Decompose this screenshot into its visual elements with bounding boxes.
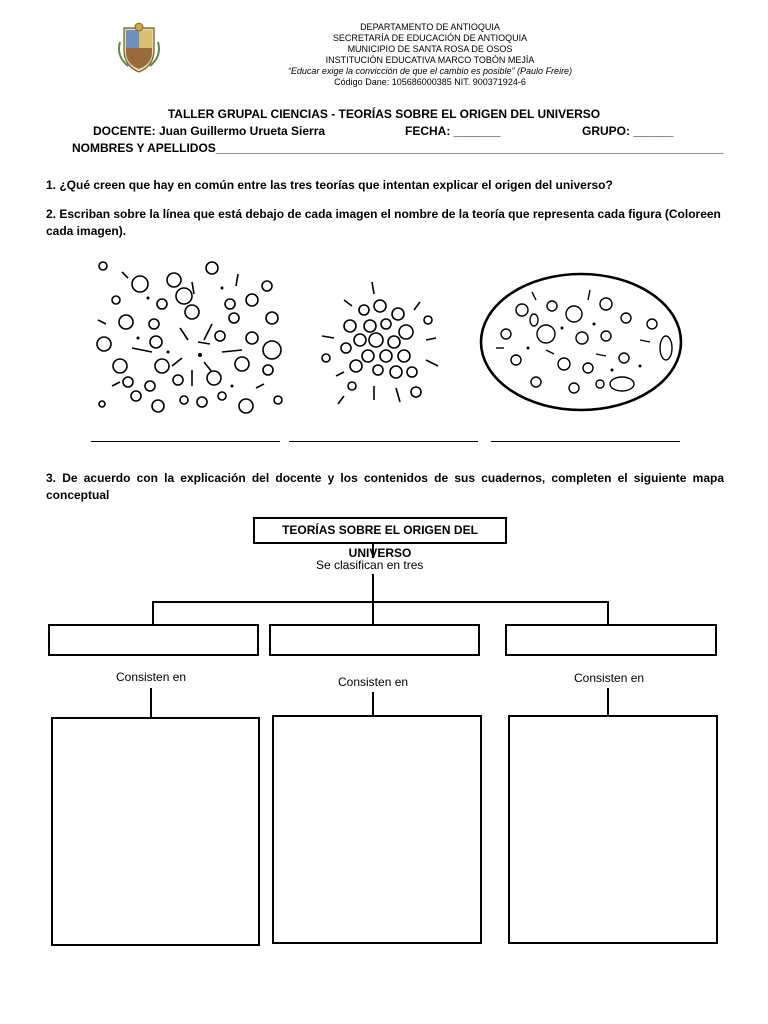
consist-label-3: Consisten en	[574, 671, 645, 685]
concept-map-root: TEORÍAS SOBRE EL ORIGEN DEL UNIVERSO	[253, 517, 507, 544]
header-codes: Código Dane: 105686000385 NIT. 900371924-6	[334, 77, 526, 87]
theory-name-box-2[interactable]	[269, 624, 480, 656]
names-field[interactable]: NOMBRES Y APELLIDOS____________________________________________________________________________	[72, 141, 724, 155]
group-field[interactable]: GRUPO: ______	[582, 124, 674, 138]
answer-line-2[interactable]	[289, 441, 478, 442]
question-3: 3. De acuerdo con la explicación del docente y los contenidos de sus cuadernos, completen el siguiente mapa conceptual	[46, 471, 724, 502]
description-box-3[interactable]	[508, 715, 718, 944]
teacher-name: DOCENTE: Juan Guillermo Urueta Sierra	[93, 124, 326, 138]
header-institution: INSTITUCIÓN EDUCATIVA MARCO TOBÓN MEJÍA	[325, 55, 535, 65]
cluster-illustration	[316, 276, 440, 410]
header-motto: “Educar exige la convicción de que el cambio es posible” (Paulo Freire)	[287, 66, 573, 76]
connector	[607, 601, 609, 625]
question-2: 2. Escriban sobre la línea que está debajo de cada imagen el nombre de la teoría que representa cada figura (Coloreen cada imagen).	[46, 207, 721, 238]
connector	[372, 601, 374, 625]
header-department: DEPARTAMENTO DE ANTIOQUIA	[360, 22, 500, 32]
question-1: 1. ¿Qué creen que hay en común entre las tres teorías que intentan explicar el origen del universo?	[46, 178, 613, 192]
page-title: TALLER GRUPAL CIENCIAS - TEORÍAS SOBRE EL ORIGEN DEL UNIVERSO	[167, 107, 601, 121]
description-box-1[interactable]	[51, 717, 260, 946]
big-bang-illustration	[92, 258, 288, 418]
consist-label-1: Consisten en	[116, 670, 187, 684]
connector	[150, 688, 152, 718]
connector	[152, 601, 154, 625]
header-block	[230, 22, 630, 88]
header-secretariat: SECRETARÍA DE EDUCACIÓN DE ANTIOQUIA	[332, 33, 528, 43]
description-box-2[interactable]	[272, 715, 482, 944]
connector	[372, 574, 374, 602]
classify-label: Se clasifican en tres	[316, 558, 424, 572]
connector	[372, 692, 374, 716]
ellipse-universe-illustration	[476, 262, 686, 414]
consist-label-2: Consisten en	[338, 675, 409, 689]
school-crest-logo	[118, 22, 160, 74]
theory-name-box-3[interactable]	[505, 624, 717, 656]
connector	[607, 688, 609, 716]
connector	[152, 601, 609, 603]
theory-name-box-1[interactable]	[48, 624, 259, 656]
answer-line-1[interactable]	[91, 441, 280, 442]
connector	[372, 544, 374, 558]
header-municipality: MUNICIPIO DE SANTA ROSA DE OSOS	[347, 44, 513, 54]
date-field[interactable]: FECHA: _______	[405, 124, 501, 138]
answer-line-3[interactable]	[491, 441, 680, 442]
